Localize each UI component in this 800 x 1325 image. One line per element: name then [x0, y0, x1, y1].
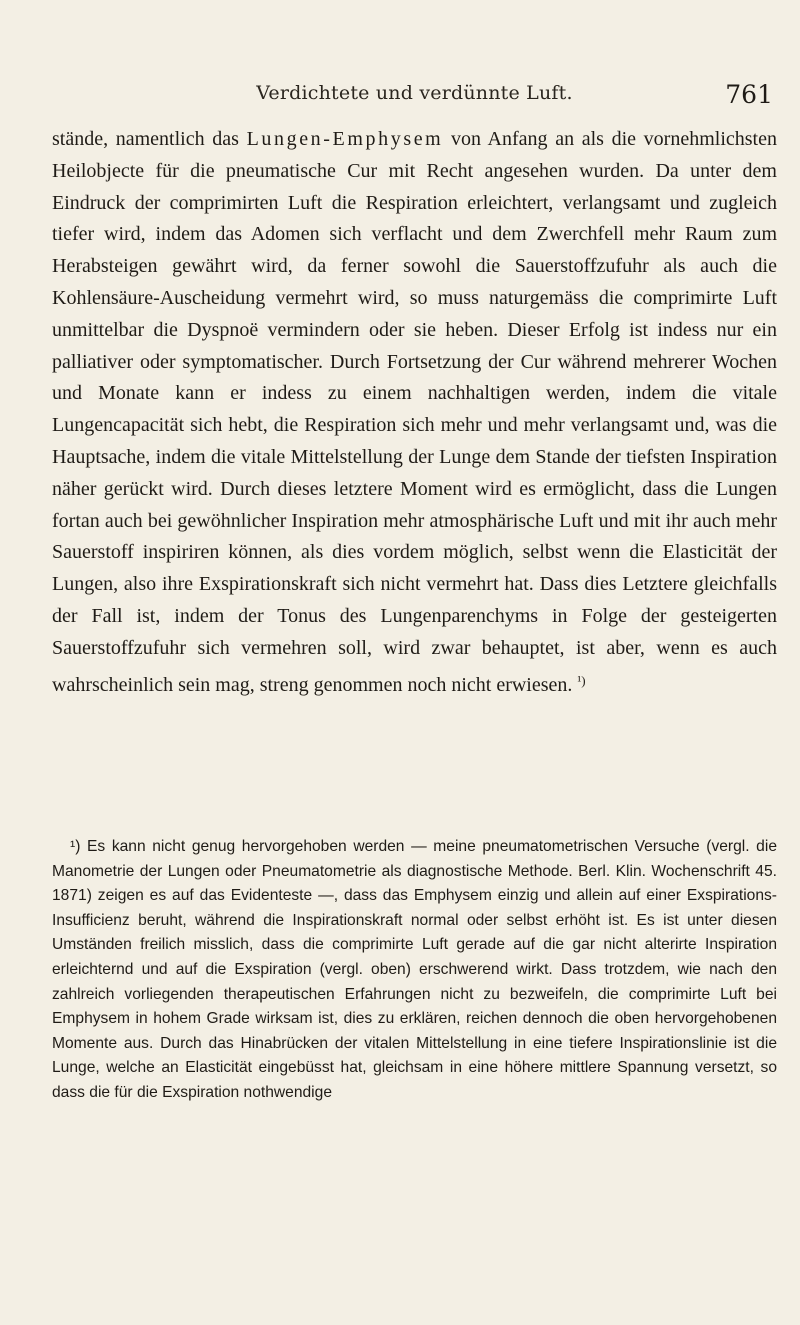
- footnote-text: Es kann nicht genug hervorgehoben werden — meine pneumatometrischen Versuche (vergl. die Manometrie der Lungen oder Pneumatometrie als diagnostische Methode. Berl. Klin. Wochenschrift 45. 1871) zeigen es auf das Evidenteste —, dass das Emphysem einzig und allein auf einer Exspirations-Insufficienz beruht, während die Inspirationskraft normal oder selbst erhöht ist. Es ist unter diesen Umständen freilich misslich, dass die comprimirte Luft gerade auf die gar nicht alterirte Inspiration erleichternd und auf die Exspiration (vergl. oben) erschwerend wirkt. Dass trotzdem, wie nach den zahlreich vorliegenden therapeutischen Erfahrungen nicht zu bezweifeln, die comprimirte Luft bei Emphysem in hohem Grade wirksam ist, dies zu erklären, reichen dennoch die oben hervorgehobenen Momente aus. Durch das Hinabrücken der vitalen Mittelstellung in eine tiefere Inspirationslinie ist die Lunge, welche an Elasticität eingebüsst hat, gleichsam in eine höhere mittlere Spannung versetzt, so dass die für die Exspiration nothwendige: [52, 838, 777, 1101]
- page-number: 761: [725, 80, 773, 109]
- running-title: Verdichtete und verdünnte Luft.: [256, 82, 573, 104]
- footnote: [52, 835, 777, 1106]
- page-header: [52, 80, 777, 114]
- body-text-continued: von Anfang an als die vornehmlichsten Heilobjecte für die pneumatische Cur mit Recht angesehen wurden. Da unter dem Eindruck der comprimirten Luft die Respiration erleichtert, verlangsamt und zugleich tiefer wird, indem das Adomen sich verflacht und dem Zwerchfell mehr Raum zum Herabsteigen gewährt wird, da ferner sowohl die Sauerstoffzufuhr als auch die Kohlensäure-Auscheidung vermehrt wird, so muss naturgemäss die comprimirte Luft unmittelbar die Dyspnoë vermindern oder sie heben. Dieser Erfolg ist indess nur ein palliativer oder symptomatischer. Durch Fortsetzung der Cur während mehrerer Wochen und Monate kann er indess zu einem nachhaltigen werden, indem die vitale Lungencapacität sich hebt, die Respiration sich mehr und mehr verlangsamt und, was die Hauptsache, indem die vitale Mittelstellung der Lunge dem Stande der tiefsten Inspiration näher gerückt wird. Durch dieses letztere Moment wird es ermöglicht, dass die Lungen fortan auch bei gewöhnlicher Inspiration mehr atmosphärische Luft und mit ihr auch mehr Sauerstoff inspiriren können, als dies vordem möglich, selbst wenn die Elasticität der Lungen, also ihre Exspirationskraft sich nicht vermehrt hat. Dass dies Letztere gleichfalls der Fall ist, indem der Tonus des Lungenparenchyms in Folge der gesteigerten Sauerstoffzufuhr sich vermehren soll, wird zwar behauptet, ist aber, wenn es auch wahrscheinlich sein mag, streng genommen noch nicht erwiesen.: [52, 128, 777, 696]
- footnote-reference: ¹): [577, 672, 586, 688]
- emphasized-term: Lungen-Emphysem: [246, 128, 444, 150]
- footnote-marker: ¹): [70, 838, 81, 855]
- main-paragraph: [52, 124, 777, 701]
- body-text-start: stände, namentlich das: [52, 128, 247, 150]
